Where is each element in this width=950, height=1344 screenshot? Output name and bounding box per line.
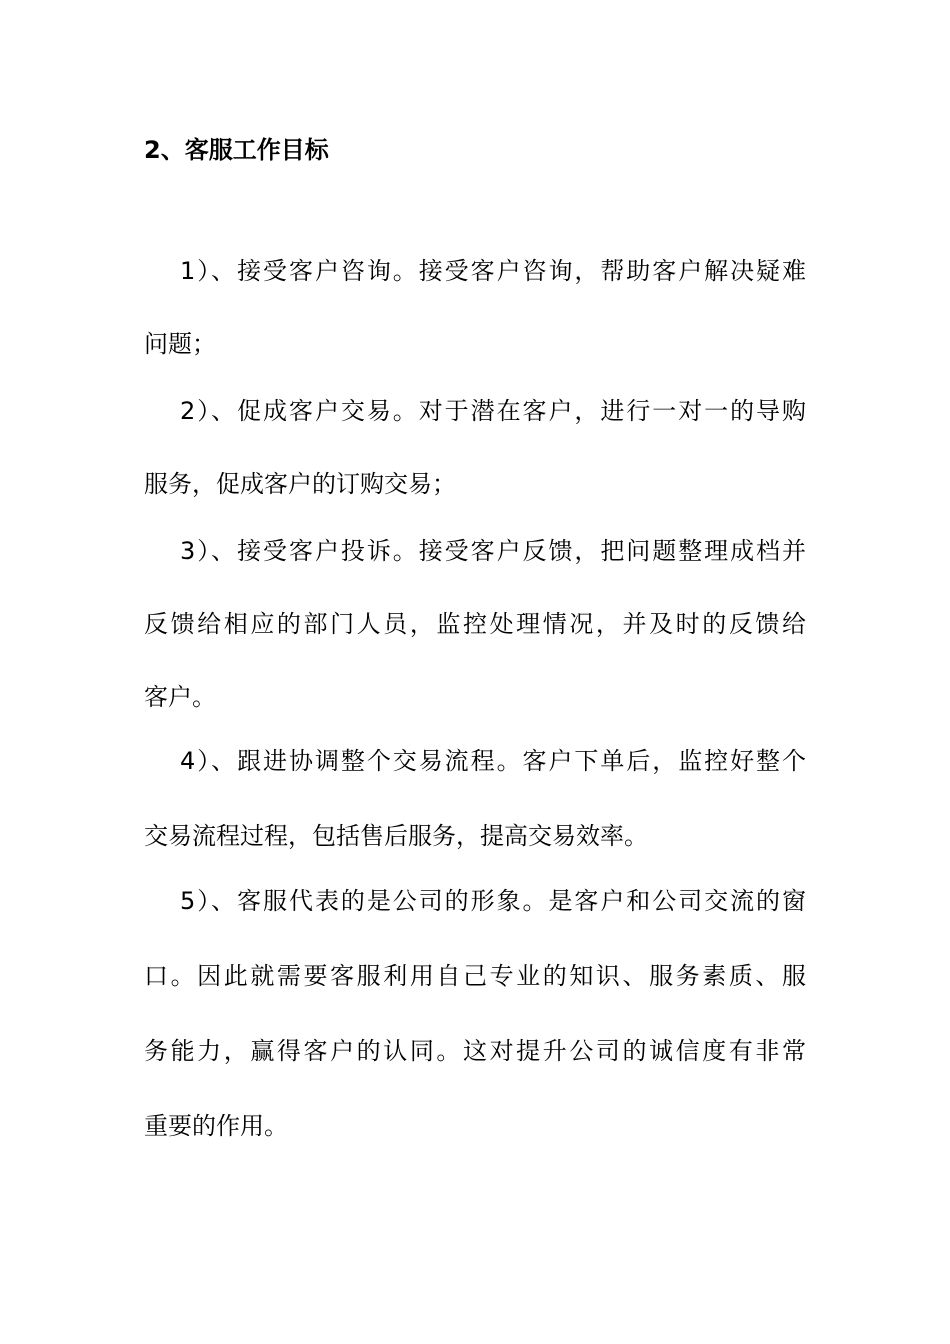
list-item-line: 3）、接受客户投诉。接受客户反馈，把问题整理成档并 — [180, 537, 806, 565]
list-item-line: 反馈给相应的部门人员，监控处理情况，并及时的反馈给 — [144, 610, 806, 638]
list-item-line: 重要的作用。 — [144, 1112, 288, 1140]
list-item-line: 口。因此就需要客服利用自己专业的知识、服务素质、服 — [144, 962, 806, 990]
list-item-line: 1）、接受客户咨询。接受客户咨询，帮助客户解决疑难 — [180, 257, 806, 285]
list-item-line: 问题； — [144, 330, 216, 358]
list-item-line: 服务，促成客户的订购交易； — [144, 470, 456, 498]
list-item-line: 客户。 — [144, 683, 216, 711]
section-heading: 2、客服工作目标 — [144, 136, 329, 164]
list-item-line: 务能力，赢得客户的认同。这对提升公司的诚信度有非常 — [144, 1037, 806, 1065]
list-item-line: 5）、客服代表的是公司的形象。是客户和公司交流的窗 — [180, 887, 806, 915]
list-item-line: 2）、促成客户交易。对于潜在客户，进行一对一的导购 — [180, 397, 806, 425]
list-item-line: 交易流程过程，包括售后服务，提高交易效率。 — [144, 822, 648, 850]
list-item-line: 4）、跟进协调整个交易流程。客户下单后，监控好整个 — [180, 747, 806, 775]
